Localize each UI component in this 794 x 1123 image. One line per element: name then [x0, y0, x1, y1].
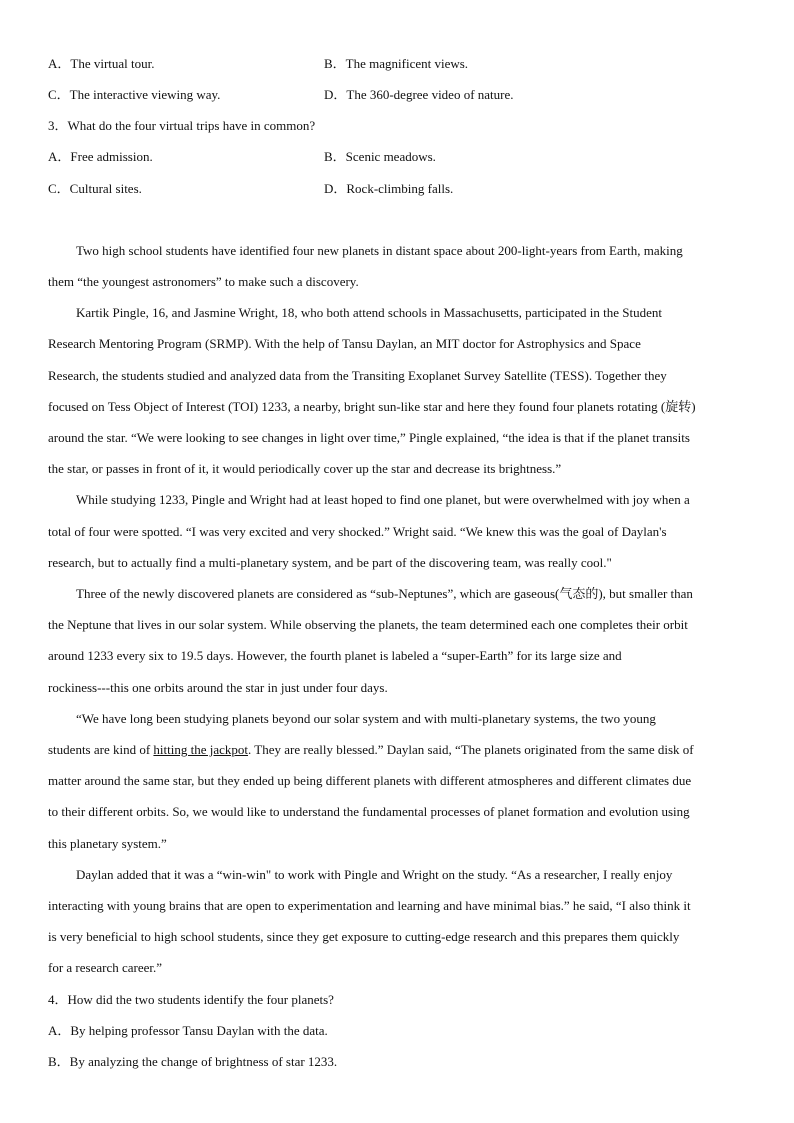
passage-p6-line3: is very beneficial to high school students, since they get exposure to cutting-edge research and this prepares them quickly — [48, 929, 680, 944]
q4-question: 4．How did the two students identify the four planets? — [48, 992, 334, 1007]
passage-p5-line2-start: students are kind of — [48, 742, 154, 757]
q4-option-a: A．By helping professor Tansu Daylan with the data. — [48, 1023, 328, 1038]
q2-option-a: A．The virtual tour. — [48, 56, 155, 71]
passage-p2-line6: the star, or passes in front of it, it would periodically cover up the star and decrease its brightness.” — [48, 461, 562, 476]
passage-p3-line2: total of four were spotted. “I was very excited and very shocked.” Wright said. “We knew this was the goal of Daylan's — [48, 524, 667, 539]
underlined-phrase: hitting the jackpot — [153, 742, 249, 757]
passage-p3-line3: research, but to actually find a multi-planetary system, and be part of the discovering team, was really cool." — [48, 555, 612, 570]
passage-p5-line2 — [48, 742, 694, 758]
passage-p2-line1: Kartik Pingle, 16, and Jasmine Wright, 18, who both attend schools in Massachusetts, participated in the Student — [76, 305, 662, 320]
q2-option-b: B．The magnificent views. — [324, 56, 469, 71]
passage-p4-line4: rockiness---this one orbits around the star in just under four days. — [48, 680, 388, 695]
passage-p5-line5: this planetary system.” — [48, 836, 167, 851]
passage-p2-line5: around the star. “We were looking to see changes in light over time,” Pingle explained, “the idea is that if the planet transits — [48, 430, 690, 445]
passage-p4-line1: Three of the newly discovered planets are considered as “sub-Neptunes”, which are gaseous(气态的), but smaller than — [76, 586, 693, 601]
passage-p5-line3: matter around the same star, but they ended up being different planets with different atmospheres and different climates due — [48, 773, 692, 788]
q2-option-c: C．The interactive viewing way. — [48, 87, 221, 102]
passage-p2-line2: Research Mentoring Program (SRMP). With the help of Tansu Daylan, an MIT doctor for Astrophysics and Space — [48, 336, 641, 351]
passage-p6-line4: for a research career.” — [48, 960, 163, 975]
q4-option-b: B．By analyzing the change of brightness of star 1233. — [48, 1054, 338, 1069]
passage-p6-line1: Daylan added that it was a “win-win" to work with Pingle and Wright on the study. “As a researcher, I really enjoy — [76, 867, 673, 882]
passage-p3-line1: While studying 1233, Pingle and Wright had at least hoped to find one planet, but were overwhelmed with joy when a — [76, 492, 690, 507]
passage-p2-line4: focused on Tess Object of Interest (TOI) 1233, a nearby, bright sun-like star and here they found four planets rotating (旋转) — [48, 399, 696, 414]
passage-p5-line2-end: . They are really blessed.” Daylan said, “The planets originated from the same disk of — [248, 742, 694, 757]
passage-p6-line2: interacting with young brains that are open to experimentation and learning and have minimal bias.” he said, “I also think it — [48, 898, 691, 913]
q2-option-d: D．The 360-degree video of nature. — [324, 87, 514, 102]
passage-p4-line2: the Neptune that lives in our solar system. While observing the planets, the team determined each one completes their orbit — [48, 617, 688, 632]
passage-p5-line4: to their different orbits. So, we would like to understand the fundamental processes of planet formation and evolution using — [48, 804, 690, 819]
q3-option-b: B．Scenic meadows. — [324, 149, 436, 164]
passage-p4-line3: around 1233 every six to 19.5 days. However, the fourth planet is labeled a “super-Earth” for its large size and — [48, 648, 622, 663]
q3-question: 3．What do the four virtual trips have in common? — [48, 118, 316, 133]
q3-option-a: A．Free admission. — [48, 149, 153, 164]
passage-p2-line3: Research, the students studied and analyzed data from the Transiting Exoplanet Survey Satellite (TESS). Together they — [48, 368, 667, 383]
q3-option-d: D．Rock-climbing falls. — [324, 181, 454, 196]
q3-option-c: C．Cultural sites. — [48, 181, 142, 196]
passage-p1-line2: them “the youngest astronomers” to make such a discovery. — [48, 274, 359, 289]
passage-p1-line1: Two high school students have identified four new planets in distant space about 200-light-years from Earth, making — [76, 243, 683, 258]
passage-p5-line1: “We have long been studying planets beyond our solar system and with multi-planetary systems, the two young — [76, 711, 656, 726]
